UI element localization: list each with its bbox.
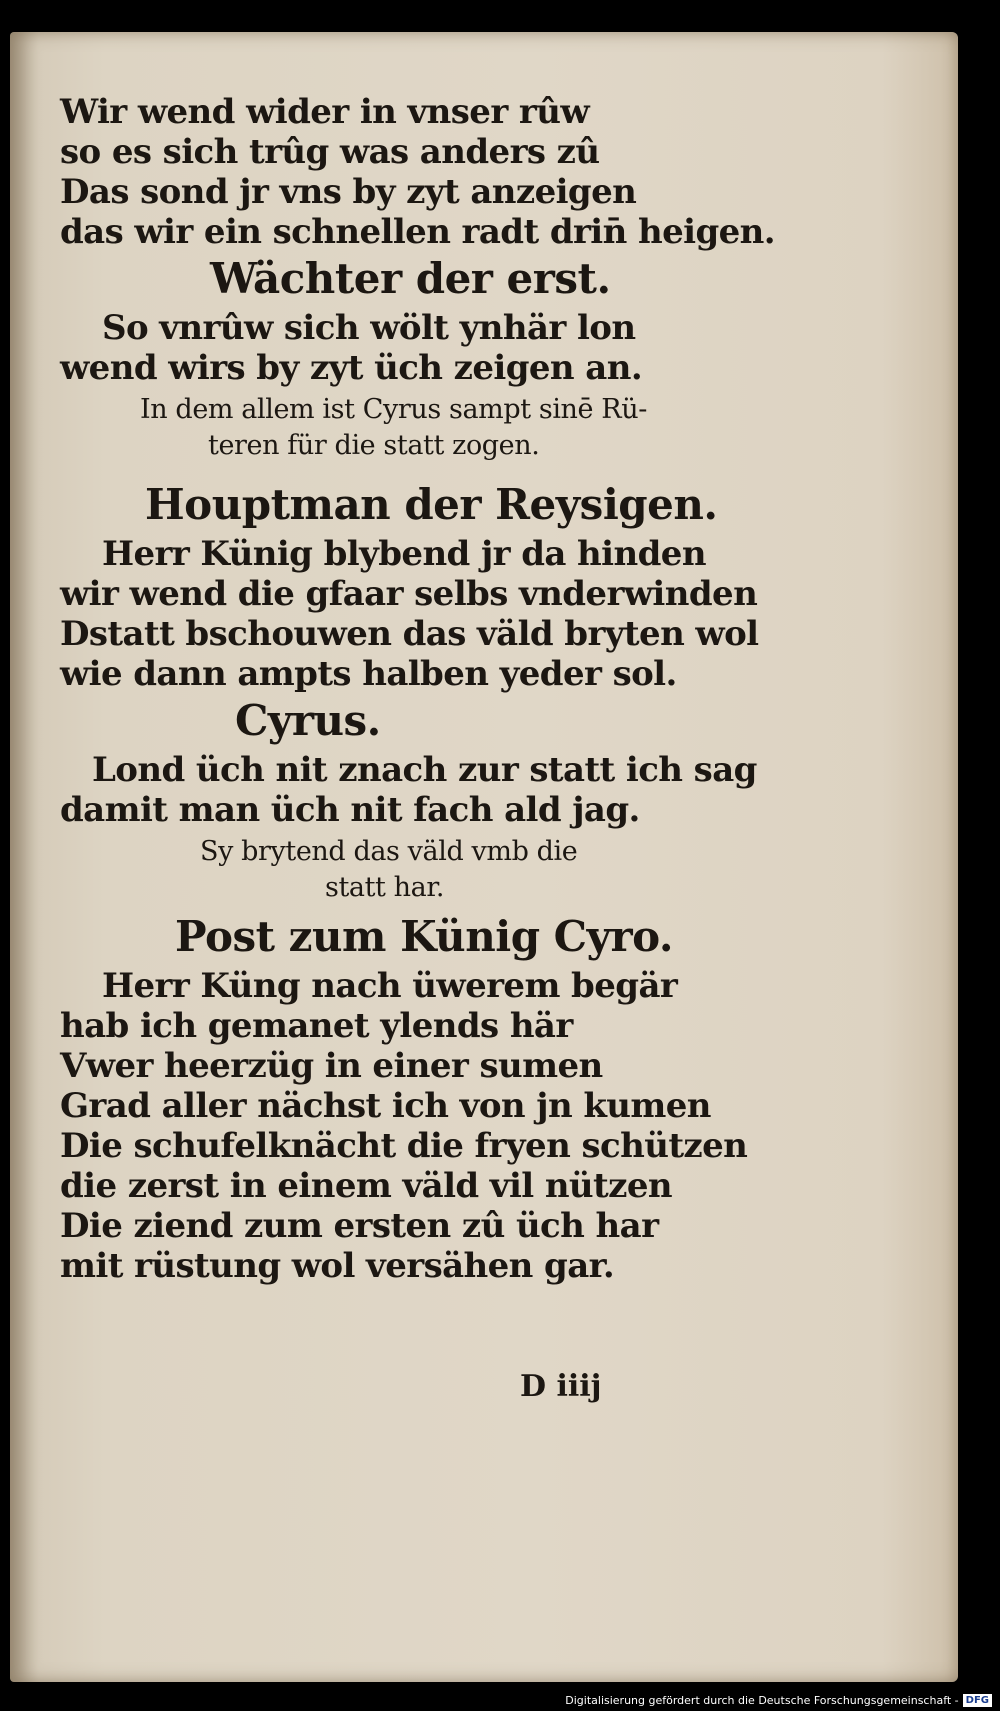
verse-line: Wir wend wider in vnser rûw [60, 92, 589, 132]
verse-line: Dstatt bschouwen das väld bryten wol [60, 614, 759, 654]
verse-line: Lond üch nit znach zur statt ich sag [92, 750, 757, 790]
footer-credit [565, 1694, 992, 1707]
verse-line: wie dann ampts halben yeder sol. [60, 654, 677, 694]
verse-line: Grad aller nächst ich von jn kumen [60, 1086, 711, 1126]
verse-line: Die schufelknächt die fryen schützen [60, 1126, 748, 1166]
stage-direction: In dem allem ist Cyrus sampt sinē Rü- [140, 394, 647, 425]
footer-credit-text: Digitalisierung gefördert durch die Deutsche Forschungsgemeinschaft - [565, 1694, 959, 1707]
verse-line: wir wend die gfaar selbs vnderwinden [60, 574, 758, 614]
dfg-logo: DFG [963, 1694, 992, 1707]
verse-line: mit rüstung wol versähen gar. [60, 1246, 615, 1286]
verse-line: wend wirs by zyt üch zeigen an. [60, 348, 643, 388]
stage-direction: teren für die statt zogen. [208, 430, 540, 461]
verse-line: das wir ein schnellen radt drin̄ heigen. [60, 212, 776, 252]
verse-line: Das sond jr vns by zyt anzeigen [60, 172, 637, 212]
speaker-heading: Post zum Künig Cyro. [175, 912, 674, 961]
stage-direction: Sy brytend das väld vmb die [200, 836, 578, 867]
verse-line: Herr Künig blybend jr da hinden [102, 534, 706, 574]
speaker-heading: Houptman der Reysigen. [145, 480, 718, 529]
verse-line: Vwer heerzüg in einer sumen [60, 1046, 603, 1086]
verse-line: die zerst in einem väld vil nützen [60, 1166, 673, 1206]
book-page [10, 32, 958, 1682]
verse-line: So vnrûw sich wölt ynhär lon [102, 308, 636, 348]
verse-line: damit man üch nit fach ald jag. [60, 790, 640, 830]
signature-mark: D iiij [520, 1369, 602, 1404]
verse-line: so es sich trûg was anders zû [60, 132, 600, 172]
verse-line: Die ziend zum ersten zû üch har [60, 1206, 659, 1246]
stage-direction: statt har. [325, 872, 445, 903]
verse-line: hab ich gemanet ylends här [60, 1006, 573, 1046]
page-text [60, 92, 776, 1286]
speaker-heading: Cyrus. [235, 696, 381, 745]
verse-line: Herr Küng nach üwerem begär [102, 966, 678, 1006]
speaker-heading: Wächter der erst. [210, 254, 611, 303]
